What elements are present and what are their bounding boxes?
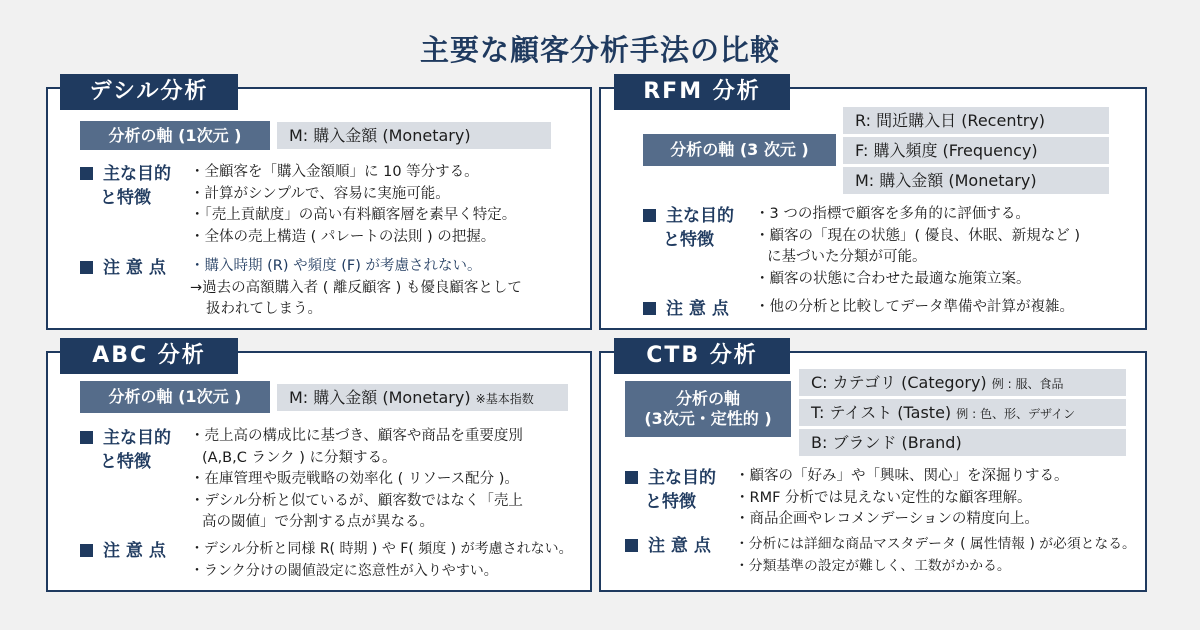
list-item: ・売上高の構成比に基づき、顧客や商品を重要度別	[190, 428, 523, 444]
square-marker-icon	[643, 209, 656, 222]
list-item: ・分析には詳細な商品マスタデータ ( 属性情報 ) が必須となる。	[735, 536, 1136, 552]
decile-axis-label: 分析の軸 (1次元 )	[80, 121, 270, 150]
decile-caution-list	[190, 256, 522, 321]
list-item: 高の閾値」で分割する点が異なる。	[202, 514, 434, 530]
rfm-axis-label: 分析の軸 (3 次元 )	[643, 134, 836, 166]
list-item: ・RMF 分析では見えない定性的な顧客理解。	[735, 489, 1032, 506]
square-marker-icon	[80, 544, 93, 557]
decile-axis-value: M: 購入金額 (Monetary)	[277, 122, 551, 149]
decile-purpose-list	[190, 162, 516, 248]
list-item: に基づいた分類が可能。	[767, 249, 927, 265]
ctb-axis-value-t: T: テイスト (Taste) 例 : 色、形、デザイン	[799, 399, 1126, 426]
abc-purpose-heading: 主な目的 と特徴	[80, 426, 171, 474]
list-item: ・商品企画やレコメンデーションの精度向上。	[735, 511, 1039, 527]
abc-purpose-list	[190, 426, 523, 534]
list-item: ・計算がシンプルで、容易に実施可能。	[190, 185, 450, 202]
list-item: ・全体の売上構造 ( パレートの法則 ) の把握。	[190, 228, 496, 245]
list-item: ・全顧客を「購入金額順」に 10 等分する。	[190, 164, 479, 180]
rfm-caution-heading: 注 意 点	[643, 297, 729, 321]
abc-tag: ABC 分析	[60, 338, 238, 374]
abc-caution-list	[190, 539, 573, 582]
list-item: 扱われてしまう。	[206, 301, 322, 317]
ctb-tag: CTB 分析	[614, 338, 790, 374]
decile-purpose-heading: 主な目的 と特徴	[80, 162, 171, 210]
page-title: 主要な顧客分析手法の比較	[419, 33, 780, 67]
list-item: ・デシル分析と同様 R( 時期 ) や F( 頻度 ) が考慮されない。	[190, 541, 573, 557]
abc-axis-label: 分析の軸 (1次元 )	[80, 381, 270, 413]
ctb-caution-heading: 注 意 点	[625, 534, 711, 558]
list-item: ・3 つの指標で顧客を多角的に評価する。	[755, 206, 1030, 222]
ctb-purpose-list	[735, 466, 1069, 531]
rfm-tag: RFM 分析	[614, 74, 790, 110]
ctb-axis-label: 分析の軸 (3次元・定性的 )	[625, 381, 791, 437]
list-item: ・購入時期 (R) や頻度 (F) が考慮されない。	[190, 258, 482, 274]
ctb-caution-list	[735, 534, 1136, 577]
list-item: ・顧客の「好み」や「興味、関心」を深掘りする。	[735, 468, 1069, 484]
list-item: ・顧客の状態に合わせた最適な施策立案。	[755, 270, 1031, 287]
list-item: ・デシル分析と似ているが、顧客数ではなく「売上	[190, 492, 523, 509]
rfm-axis-value-r: R: 間近購入日 (Recentry)	[843, 107, 1109, 134]
list-item: →過去の高額購入者 ( 離反顧客 ) も優良顧客として	[190, 279, 522, 296]
ctb-purpose-heading: 主な目的 と特徴	[625, 466, 716, 514]
square-marker-icon	[80, 261, 93, 274]
square-marker-icon	[625, 471, 638, 484]
list-item: (A,B,C ランク ) に分類する。	[202, 449, 397, 466]
ctb-axis-value-c: C: カテゴリ (Category) 例 : 服、食品	[799, 369, 1126, 396]
list-item: ・「売上貢献度」の高い有料顧客層を素早く特定。	[190, 207, 517, 223]
rfm-purpose-heading: 主な目的 と特徴	[643, 204, 734, 252]
decile-caution-heading: 注 意 点	[80, 256, 166, 280]
square-marker-icon	[80, 167, 93, 180]
rfm-purpose-list	[755, 204, 1080, 290]
decile-tag: デシル分析	[60, 74, 238, 110]
abc-caution-heading: 注 意 点	[80, 539, 166, 563]
list-item: ・顧客の「現在の状態」( 優良、休眠、新規など )	[755, 227, 1081, 244]
list-item: ・他の分析と比較してデータ準備や計算が複雑。	[755, 299, 1074, 315]
list-item: ・分類基準の設定が難しく、工数がかかる。	[735, 557, 1011, 574]
square-marker-icon	[643, 302, 656, 315]
abc-axis-value: M: 購入金額 (Monetary) ※基本指数	[277, 384, 568, 411]
list-item: ・ランク分けの閾値設定に恣意性が入りやすい。	[190, 562, 498, 579]
rfm-axis-value-f: F: 購入頻度 (Frequency)	[843, 137, 1109, 164]
list-item: ・在庫管理や販売戦略の効率化 ( リソース配分 )。	[190, 471, 519, 487]
abc-axis-note: ※基本指数	[475, 392, 534, 406]
rfm-axis-value-m: M: 購入金額 (Monetary)	[843, 167, 1109, 194]
ctb-axis-value-b: B: ブランド (Brand)	[799, 429, 1126, 456]
square-marker-icon	[80, 431, 93, 444]
square-marker-icon	[625, 539, 638, 552]
rfm-caution-list	[755, 297, 1074, 319]
